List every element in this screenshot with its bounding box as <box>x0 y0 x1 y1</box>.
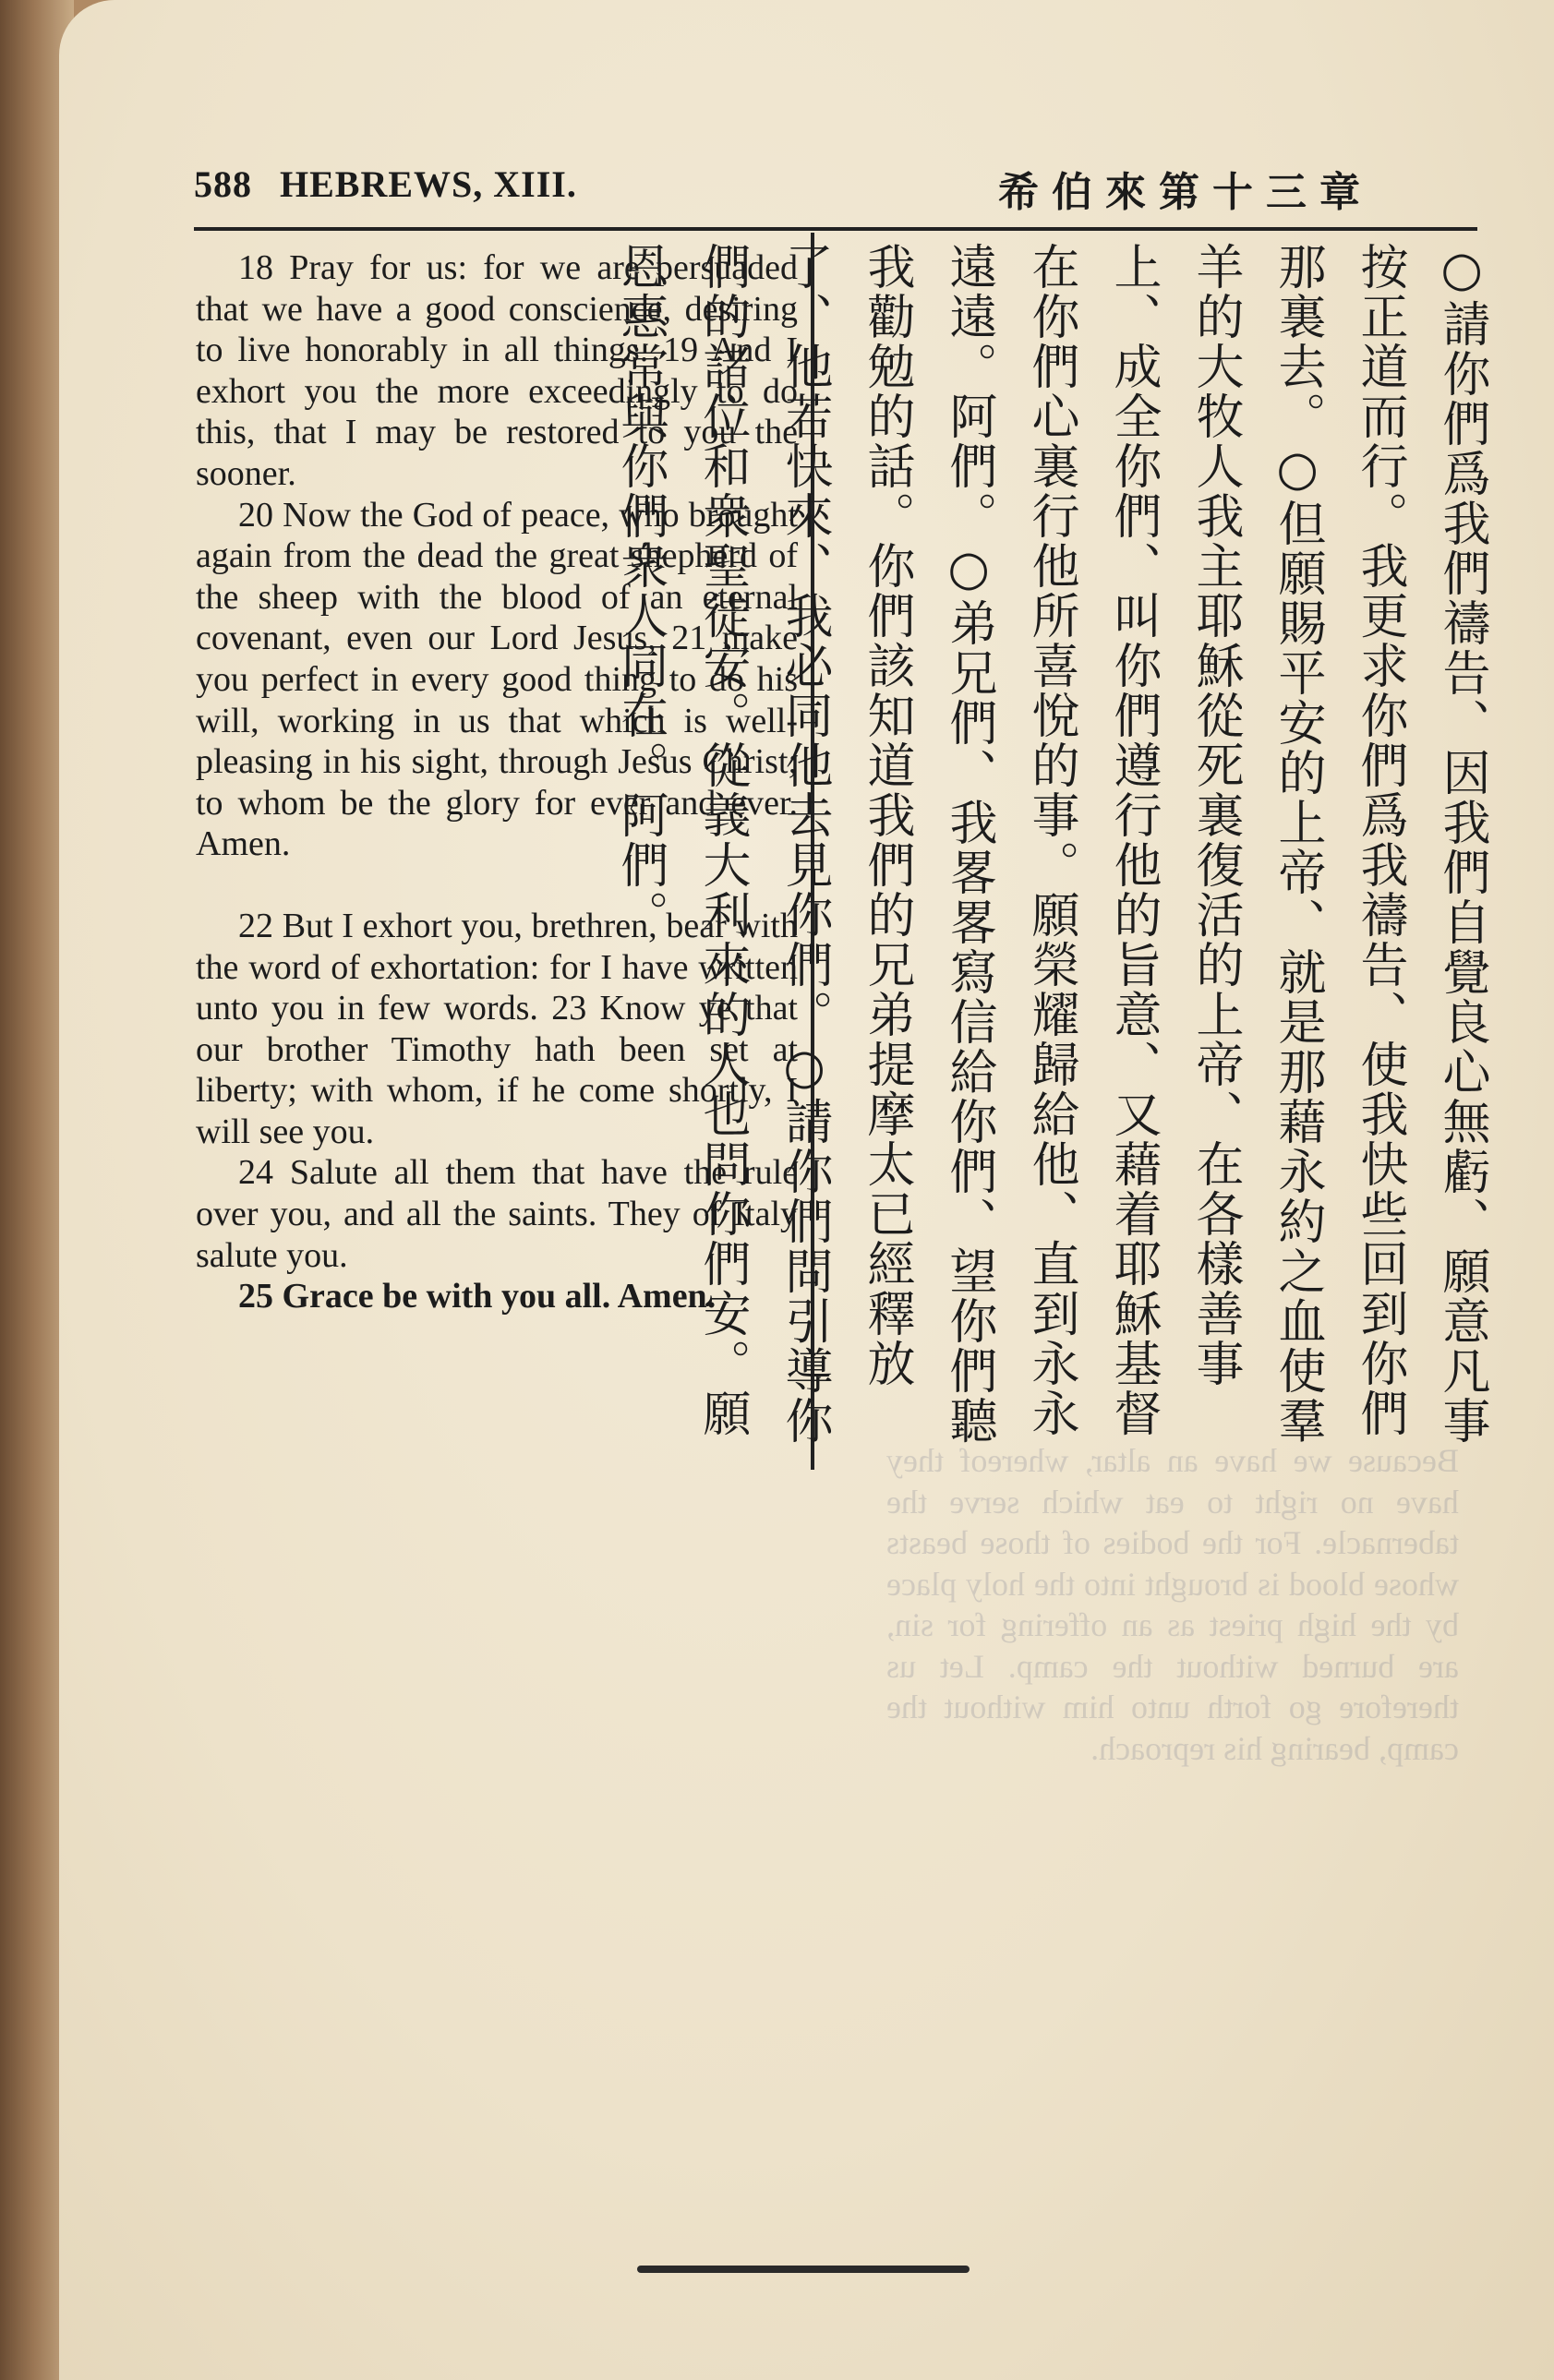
book-title: HEBREWS, XIII. <box>280 163 577 205</box>
running-header-left <box>194 162 577 206</box>
verse-24: 24 Salute all them that have the rule over you, and all the saints. They of Italy salute you. <box>196 1153 798 1275</box>
verse-20-21: 20 Now the God of peace, who brought again from the dead the great shepherd of the sheep with the blood of an eternal covenant, even our Lord Jesus, 21 make you perfect in every good thing to do his will, working in us that which is well-pleasing in his sight, through Jesus Christ; to whom be the glory for ever and ever. Amen. <box>196 495 798 864</box>
verse-22-23: 22 But I exhort you, brethren, bear with the word of exhortation: for I have written unto you in few words. 23 Know ye that our brother Timothy hath been set at liberty; with whom, if he come shortly, I will see you. <box>196 906 798 1151</box>
running-header-chinese: 希伯來第十三章 <box>998 170 1373 215</box>
header-rule <box>194 227 1477 231</box>
verse-25: 25 Grace be with you all. Amen. <box>238 1277 717 1316</box>
bleed-through-text: Because we have an altar, whereof they have no right to eat which serve the tabernacle. For the bodies of those beasts whose blood is brought into the holy place by the high priest as an offering for sin, are burned without the camp. Let us therefore go forth unto him without the camp, bearing his reproach. <box>886 1442 1459 1767</box>
closing-rule <box>637 2266 970 2273</box>
page-number: 588 <box>194 163 252 205</box>
verse-18-19: 18 Pray for us: for we are persuaded that we have a good conscience, desiring to live honorably in all things. 19 And I exhort you the more exceedingly to do this, that I may be restored to you the sooner. <box>196 248 798 493</box>
chinese-column: ○請你們爲我們禱告、因我們自覺良心無虧、願意凡事按正道而行。我更求你們爲我禱告、使我快些回到你們那裏去。○但願賜平安的上帝、就是那藉永約之血使羣羊的大牧人我主耶穌從死裏復活的上帝、在各樣善事上、成全你們、叫你們遵行他的旨意、又藉着耶穌基督在你們心裏行他所喜悅的事。願榮耀歸給他、直到永永遠遠。阿們。○弟兄們、我畧畧寫信給你們、望你們聽我勸勉的話。你們該知道我們的兄弟提摩太已經釋放了、他若快來、我必同他去見你們。○請你們問引導你們的諸位和衆聖徒安。從義大利來的人也問你們安。願恩惠常與你們衆人同在。阿們。 <box>612 242 1489 1446</box>
